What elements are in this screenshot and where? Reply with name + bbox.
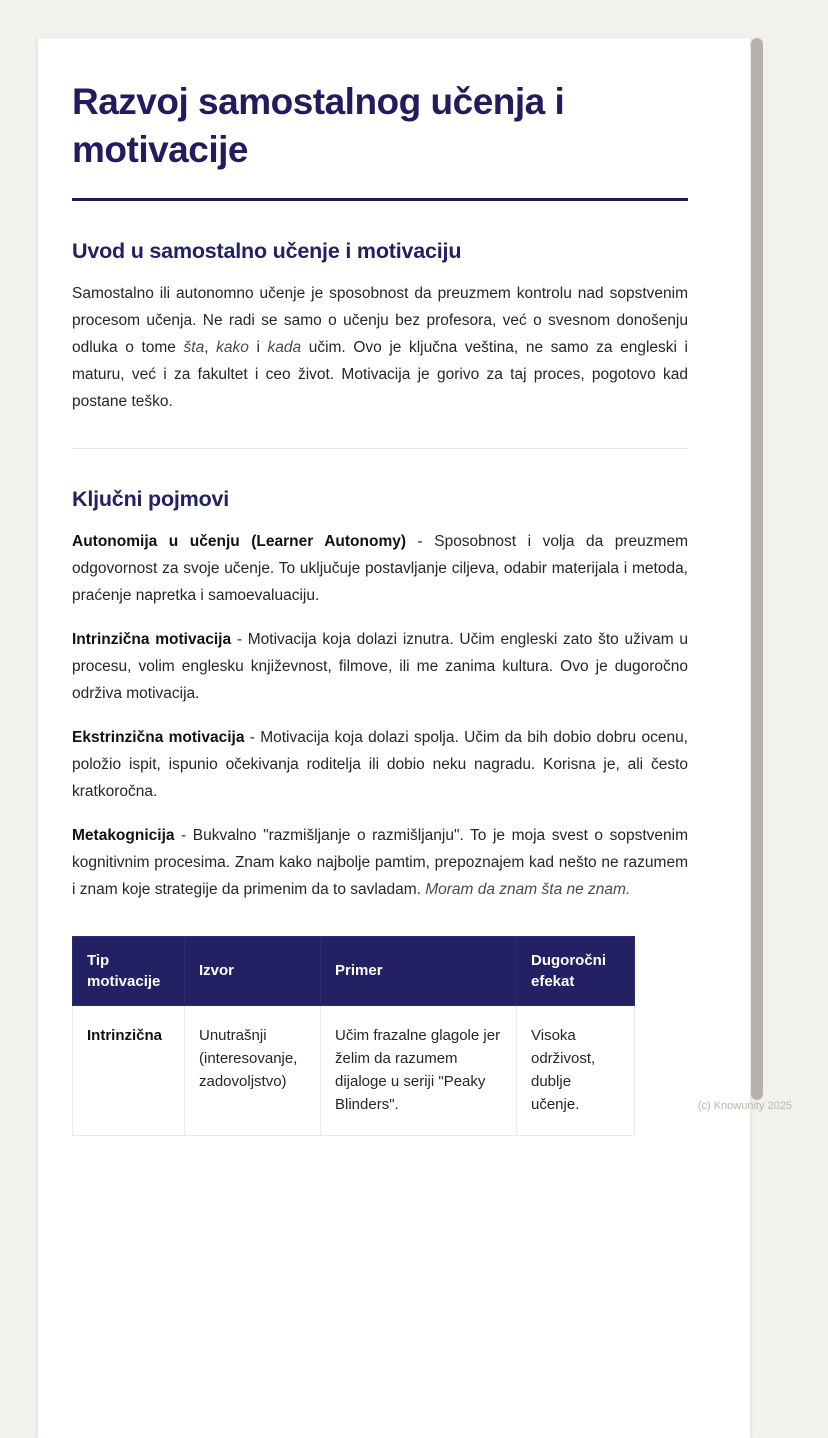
term-paragraph-autonomija bbox=[72, 529, 688, 610]
intro-text-segment: Samostalno ili autonomno učenje je sposobnost da preuzmem kontrolu nad sopstvenim procesom učenja. Ne radi se samo o učenju bez profesora, već o svesnom donošenju odluka o tome bbox=[72, 285, 688, 357]
title-rule bbox=[72, 198, 688, 201]
intro-text-segment: učim. Ovo je ključna veština, ne samo za engleski i maturu, već i za fakultet i ceo život. Motivacija je gorivo za taj proces, pogotovo kad postane teško. bbox=[72, 339, 688, 411]
table-cell-efekat: Visoka održivost, dublje učenje. bbox=[517, 1005, 635, 1135]
term-name: Autonomija u učenju (Learner Autonomy) bbox=[72, 533, 407, 551]
section-divider bbox=[72, 448, 688, 449]
intro-italic-word: šta bbox=[183, 339, 205, 357]
term-paragraph-intrinzicna bbox=[72, 627, 688, 708]
document-page bbox=[38, 38, 750, 1438]
table-cell-tip: Intrinzična bbox=[73, 1005, 185, 1135]
term-name: Metakognicija bbox=[72, 826, 175, 844]
table-row bbox=[73, 1005, 635, 1135]
table-header-izvor: Izvor bbox=[185, 936, 321, 1005]
intro-text-segment: , bbox=[204, 339, 217, 357]
table-header-tip-motivacije: Tip motivacije bbox=[73, 936, 185, 1005]
term-name: Intrinzična motivacija bbox=[72, 630, 232, 648]
term-name: Ekstrinzična motivacija bbox=[72, 728, 245, 746]
intro-italic-word: kako bbox=[216, 339, 249, 357]
intro-text-segment: i bbox=[248, 339, 268, 357]
intro-italic-word: kada bbox=[267, 339, 302, 357]
table-header-primer: Primer bbox=[321, 936, 517, 1005]
term-definition: - Bukvalno "razmišljanje o razmišljanju". To je moja svest o sopstvenim kognitivnim procesima. Znam kako najbolje pamtim, prepoznajem kad nešto ne razumem i znam koje strategije da primenim da to savladam. bbox=[72, 826, 688, 898]
term-paragraph-ekstrinzicna bbox=[72, 725, 688, 806]
table-cell-primer: Učim frazalne glagole jer želim da razumem dijaloge u seriji "Peaky Blinders". bbox=[321, 1005, 517, 1135]
watermark: (c) Knowunity 2025 bbox=[697, 1100, 792, 1112]
page-title: Razvoj samostalnog učenja i motivacije bbox=[72, 81, 565, 171]
intro-paragraph bbox=[72, 281, 688, 416]
section-heading-intro: Uvod u samostalno učenje i motivaciju bbox=[72, 239, 462, 264]
table-header-dugorocni-efekat: Dugoročni efekat bbox=[517, 936, 635, 1005]
section-heading-key-terms: Ključni pojmovi bbox=[72, 487, 230, 512]
motivation-table bbox=[72, 936, 635, 1136]
term-paragraph-metakognicija bbox=[72, 823, 688, 904]
term-definition: - Sposobnost i volja da preuzmem odgovornost za svoje učenje. To uključuje postavljanje ciljeva, odabir materijala i metoda, praćenje napretka i samoevaluaciju. bbox=[72, 533, 688, 604]
term-definition: - Motivacija koja dolazi iznutra. Učim engleski zato što uživam u procesu, volim englesku književnost, filmove, ili me zanima kultura. Ovo je dugoročno održiva motivacija. bbox=[72, 630, 688, 702]
table-cell-izvor: Unutrašnji (interesovanje, zadovoljstvo) bbox=[185, 1005, 321, 1135]
scrollbar-thumb[interactable] bbox=[751, 38, 763, 1100]
term-italic-note: Moram da znam šta ne znam. bbox=[425, 880, 631, 898]
table-header-row bbox=[73, 936, 635, 1005]
term-definition: - Motivacija koja dolazi spolja. Učim da bih dobio dobru ocenu, položio ispit, ispunio očekivanja roditelja ili dobio neku nagradu. Korisna je, ali često kratkoročna. bbox=[72, 728, 688, 800]
